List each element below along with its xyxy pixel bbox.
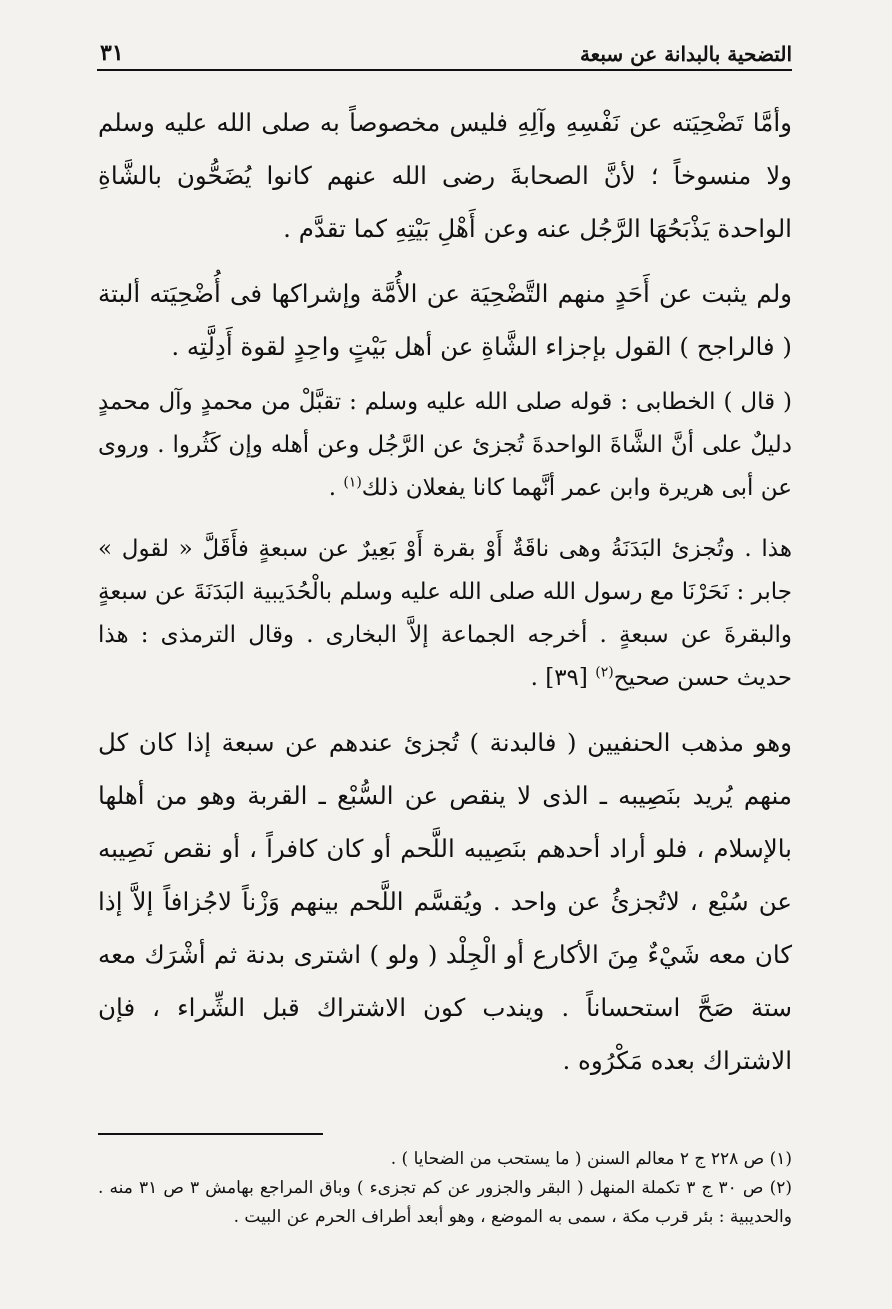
paragraph	[98, 716, 792, 1087]
footnote-marker: (٢)	[595, 664, 614, 681]
footnote-marker: (١)	[343, 474, 362, 491]
paragraph-text: ولم يثبت عن أَحَدٍ منهم التَّضْحِيَة عن الأُمَّة وإشراكها فى أُضْحِيَته ألبتة ( فالراجح ) القول بإجزاء الشَّاةِ عن أهل بَيْتٍ واحِدٍ لقوة أَدِلَّتِه .	[98, 279, 792, 361]
footnote: (١) ص ٢٢٨ ج ٢ معالم السنن ( ما يستحب من الضحايا ) .	[390, 1149, 792, 1169]
page-number: ٣١	[100, 40, 124, 66]
paragraph-text: وهو مذهب الحنفيين ( فالبدنة ) تُجزئ عندهم عن سبعة إذا كان كل منهم يُريد بنَصِيبه ـ الذى لا ينقص عن السُّبْع ـ القربة وهو من أهلها بالإسلام ، فلو أراد أحدهم بنَصِيبه اللَّحم أو كان كافراً ، أو نقص نَصِيبه عن سُبْع ، لاتُجزئُ عن واحد . ويُقسَّم اللَّحم بينهم وَزْناً لاجُزافاً إلاَّ إذا كان معه شَيْءٌ مِنَ الأكارع أو الْجِلْد ( ولو ) اشترى بدنة ثم أشْرَك معه ستة صَحَّ استحساناً . ويندب كون الاشتراك قبل الشِّراء ، فإن الاشتراك بعده مَكْرُوه .	[98, 728, 792, 1075]
paragraph	[98, 528, 792, 700]
paragraph	[98, 267, 792, 373]
footnote-rule	[98, 1133, 323, 1135]
paragraph-text: وأمَّا تَضْحِيَته عن نَفْسِهِ وآلِهِ فليس مخصوصاً به صلى الله عليه وسلم ولا منسوخاً ؛ لأنَّ الصحابةَ رضى الله عنهم كانوا يُضَحُّون بالشَّاةِ الواحدة يَذْبَحُهَا الرَّجُل عنه وعن أَهْلِ بَيْتِهِ كما تقدَّم .	[98, 108, 792, 243]
paragraph-tail: [٣٩] .	[530, 665, 596, 691]
paragraph	[98, 381, 792, 510]
paragraph-tail: .	[328, 475, 344, 501]
footnote: (٢) ص ٣٠ ج ٣ تكملة المنهل ( البقر والجزور عن كم تجزىء ) وباق المراجع بهامش ٣ ص ٣١ منه . والحديبية : بئر قرب مكة ، سمى به الموضع ، وهو أبعد أطراف الحرم عن البيت .	[98, 1178, 792, 1227]
paragraph-text: ( قال ) الخطابى : قوله صلى الله عليه وسلم : تقبَّلْ من محمدٍ وآل محمدٍ دليلٌ على أنَّ الشَّاةَ الواحدةَ تُجزئ عن الرَّجُل وعن أهله وإن كَثُروا . وروى عن أبى هريرة وابن عمر أنَّهما كانا يفعلان ذلك	[98, 389, 792, 501]
page-header	[100, 30, 792, 66]
footnotes	[98, 1145, 792, 1232]
paragraph-text: هذا . وتُجزئ البَدَنَةُ وهى ناقَةٌ أَوْ بقرة أَوْ بَعِيرٌ عن سبعةٍ فأَقَلَّ « لقول » جابر : نَحَرْنَا مع رسول الله صلى الله عليه وسلم بالْحُدَيبية البَدَنَةَ عن سبعةٍ والبقرةَ عن سبعةٍ . أخرجه الجماعة إلاَّ البخارى . وقال الترمذى : هذا حديث حسن صحيح	[98, 536, 792, 691]
body-text	[98, 96, 792, 1087]
running-title: التضحية بالبدانة عن سبعة	[579, 42, 792, 66]
header-rule	[97, 69, 792, 71]
paragraph	[98, 96, 792, 255]
